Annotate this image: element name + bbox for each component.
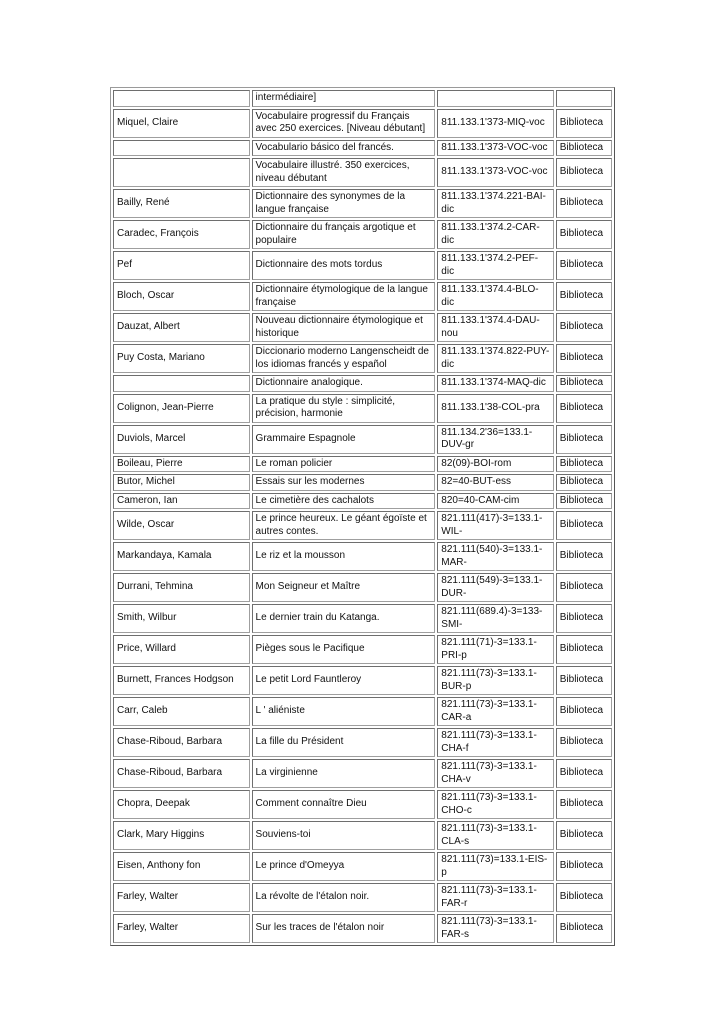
title-cell: La virginienne bbox=[252, 759, 436, 788]
table-row bbox=[113, 914, 612, 943]
call-number-cell: 811.133.1'374.4-BLO-dic bbox=[437, 282, 553, 311]
location-cell: Biblioteca bbox=[556, 728, 612, 757]
call-number-cell: 811.133.1'374.221-BAI-dic bbox=[437, 189, 553, 218]
author-cell: Smith, Wilbur bbox=[113, 604, 250, 633]
call-number-cell: 811.133.1'374-MAQ-dic bbox=[437, 375, 553, 392]
call-number-cell: 821.111(689.4)-3=133-SMI- bbox=[437, 604, 553, 633]
table-row bbox=[113, 728, 612, 757]
location-cell: Biblioteca bbox=[556, 759, 612, 788]
table-row bbox=[113, 456, 612, 473]
call-number-cell: 821.111(73)-3=133.1-CHO-c bbox=[437, 790, 553, 819]
title-cell: Le prince d'Omeyya bbox=[252, 852, 436, 881]
call-number-cell: 821.111(71)-3=133.1-PRI-p bbox=[437, 635, 553, 664]
title-cell: L ' aliéniste bbox=[252, 697, 436, 726]
location-cell: Biblioteca bbox=[556, 140, 612, 157]
author-cell: Duviols, Marcel bbox=[113, 425, 250, 454]
table-row bbox=[113, 394, 612, 423]
author-cell: Chase-Riboud, Barbara bbox=[113, 759, 250, 788]
table-row bbox=[113, 697, 612, 726]
table-row bbox=[113, 140, 612, 157]
table-row bbox=[113, 511, 612, 540]
catalog-table-body bbox=[113, 90, 612, 943]
author-cell: Clark, Mary Higgins bbox=[113, 821, 250, 850]
author-cell: Puy Costa, Mariano bbox=[113, 344, 250, 373]
call-number-cell: 821.111(73)-3=133.1-CHA-f bbox=[437, 728, 553, 757]
catalog-table bbox=[110, 87, 615, 946]
author-cell bbox=[113, 158, 250, 187]
title-cell: Dictionnaire des synonymes de la langue française bbox=[252, 189, 436, 218]
location-cell: Biblioteca bbox=[556, 375, 612, 392]
author-cell: Farley, Walter bbox=[113, 883, 250, 912]
author-cell: Wilde, Oscar bbox=[113, 511, 250, 540]
title-cell: Souviens-toi bbox=[252, 821, 436, 850]
author-cell: Butor, Michel bbox=[113, 474, 250, 491]
table-row bbox=[113, 493, 612, 510]
table-row bbox=[113, 759, 612, 788]
title-cell: Dictionnaire des mots tordus bbox=[252, 251, 436, 280]
table-row bbox=[113, 90, 612, 107]
table-row bbox=[113, 313, 612, 342]
call-number-cell: 811.133.1'374.2-PEF-dic bbox=[437, 251, 553, 280]
call-number-cell: 821.111(549)-3=133.1-DUR- bbox=[437, 573, 553, 602]
call-number-cell: 821.111(73)=133.1-EIS-p bbox=[437, 852, 553, 881]
author-cell: Boileau, Pierre bbox=[113, 456, 250, 473]
call-number-cell: 82(09)-BOI-rom bbox=[437, 456, 553, 473]
title-cell: Le dernier train du Katanga. bbox=[252, 604, 436, 633]
author-cell: Dauzat, Albert bbox=[113, 313, 250, 342]
location-cell: Biblioteca bbox=[556, 456, 612, 473]
table-row bbox=[113, 282, 612, 311]
table-row bbox=[113, 189, 612, 218]
author-cell: Eisen, Anthony fon bbox=[113, 852, 250, 881]
call-number-cell: 811.134.2'36=133.1-DUV-gr bbox=[437, 425, 553, 454]
table-row bbox=[113, 109, 612, 138]
table-row bbox=[113, 375, 612, 392]
title-cell: Pièges sous le Pacifique bbox=[252, 635, 436, 664]
location-cell: Biblioteca bbox=[556, 511, 612, 540]
call-number-cell: 811.133.1'38-COL-pra bbox=[437, 394, 553, 423]
location-cell: Biblioteca bbox=[556, 474, 612, 491]
title-cell: Dictionnaire du français argotique et populaire bbox=[252, 220, 436, 249]
location-cell: Biblioteca bbox=[556, 109, 612, 138]
location-cell: Biblioteca bbox=[556, 604, 612, 633]
title-cell: Le cimetière des cachalots bbox=[252, 493, 436, 510]
location-cell: Biblioteca bbox=[556, 394, 612, 423]
table-row bbox=[113, 220, 612, 249]
location-cell: Biblioteca bbox=[556, 344, 612, 373]
title-cell: Dictionnaire étymologique de la langue française bbox=[252, 282, 436, 311]
author-cell: Chopra, Deepak bbox=[113, 790, 250, 819]
author-cell: Carr, Caleb bbox=[113, 697, 250, 726]
author-cell: Caradec, François bbox=[113, 220, 250, 249]
author-cell: Chase-Riboud, Barbara bbox=[113, 728, 250, 757]
author-cell: Pef bbox=[113, 251, 250, 280]
table-row bbox=[113, 666, 612, 695]
title-cell: Le petit Lord Fauntleroy bbox=[252, 666, 436, 695]
table-row bbox=[113, 573, 612, 602]
table-row bbox=[113, 604, 612, 633]
title-cell: Mon Seigneur et Maître bbox=[252, 573, 436, 602]
author-cell: Miquel, Claire bbox=[113, 109, 250, 138]
table-row bbox=[113, 821, 612, 850]
author-cell: Farley, Walter bbox=[113, 914, 250, 943]
location-cell: Biblioteca bbox=[556, 790, 612, 819]
location-cell: Biblioteca bbox=[556, 493, 612, 510]
title-cell: Diccionario moderno Langenscheidt de los idiomas francés y español bbox=[252, 344, 436, 373]
title-cell: intermédiaire] bbox=[252, 90, 436, 107]
call-number-cell: 821.111(417)-3=133.1-WIL- bbox=[437, 511, 553, 540]
location-cell: Biblioteca bbox=[556, 883, 612, 912]
location-cell: Biblioteca bbox=[556, 313, 612, 342]
location-cell: Biblioteca bbox=[556, 821, 612, 850]
call-number-cell: 821.111(73)-3=133.1-CAR-a bbox=[437, 697, 553, 726]
author-cell bbox=[113, 90, 250, 107]
call-number-cell: 821.111(73)-3=133.1-FAR-s bbox=[437, 914, 553, 943]
location-cell bbox=[556, 90, 612, 107]
author-cell: Bailly, René bbox=[113, 189, 250, 218]
table-row bbox=[113, 852, 612, 881]
author-cell: Durrani, Tehmina bbox=[113, 573, 250, 602]
title-cell: Nouveau dictionnaire étymologique et historique bbox=[252, 313, 436, 342]
title-cell: Vocabulario básico del francés. bbox=[252, 140, 436, 157]
title-cell: Essais sur les modernes bbox=[252, 474, 436, 491]
call-number-cell: 811.133.1'374.4-DAU-nou bbox=[437, 313, 553, 342]
table-row bbox=[113, 635, 612, 664]
title-cell: La révolte de l'étalon noir. bbox=[252, 883, 436, 912]
location-cell: Biblioteca bbox=[556, 220, 612, 249]
author-cell: Price, Willard bbox=[113, 635, 250, 664]
author-cell: Colignon, Jean-Pierre bbox=[113, 394, 250, 423]
title-cell: La pratique du style : simplicité, précision, harmonie bbox=[252, 394, 436, 423]
table-row bbox=[113, 790, 612, 819]
table-row bbox=[113, 883, 612, 912]
title-cell: La fille du Président bbox=[252, 728, 436, 757]
location-cell: Biblioteca bbox=[556, 914, 612, 943]
title-cell: Le prince heureux. Le géant égoïste et autres contes. bbox=[252, 511, 436, 540]
location-cell: Biblioteca bbox=[556, 251, 612, 280]
call-number-cell: 811.133.1'374.822-PUY-dic bbox=[437, 344, 553, 373]
table-row bbox=[113, 542, 612, 571]
call-number-cell: 811.133.1'374.2-CAR-dic bbox=[437, 220, 553, 249]
author-cell: Burnett, Frances Hodgson bbox=[113, 666, 250, 695]
table-row bbox=[113, 158, 612, 187]
title-cell: Dictionnaire analogique. bbox=[252, 375, 436, 392]
call-number-cell: 821.111(73)-3=133.1-CLA-s bbox=[437, 821, 553, 850]
author-cell: Bloch, Oscar bbox=[113, 282, 250, 311]
location-cell: Biblioteca bbox=[556, 852, 612, 881]
call-number-cell: 821.111(73)-3=133.1-CHA-v bbox=[437, 759, 553, 788]
author-cell bbox=[113, 140, 250, 157]
location-cell: Biblioteca bbox=[556, 189, 612, 218]
author-cell: Markandaya, Kamala bbox=[113, 542, 250, 571]
call-number-cell bbox=[437, 90, 553, 107]
call-number-cell: 82=40-BUT-ess bbox=[437, 474, 553, 491]
call-number-cell: 821.111(73)-3=133.1-FAR-r bbox=[437, 883, 553, 912]
location-cell: Biblioteca bbox=[556, 158, 612, 187]
table-row bbox=[113, 344, 612, 373]
location-cell: Biblioteca bbox=[556, 635, 612, 664]
author-cell: Cameron, Ian bbox=[113, 493, 250, 510]
title-cell: Comment connaître Dieu bbox=[252, 790, 436, 819]
location-cell: Biblioteca bbox=[556, 697, 612, 726]
title-cell: Le riz et la mousson bbox=[252, 542, 436, 571]
location-cell: Biblioteca bbox=[556, 573, 612, 602]
call-number-cell: 821.111(73)-3=133.1-BUR-p bbox=[437, 666, 553, 695]
call-number-cell: 820=40-CAM-cim bbox=[437, 493, 553, 510]
call-number-cell: 821.111(540)-3=133.1-MAR- bbox=[437, 542, 553, 571]
author-cell bbox=[113, 375, 250, 392]
title-cell: Vocabulaire progressif du Français avec 250 exercices. [Niveau débutant] bbox=[252, 109, 436, 138]
call-number-cell: 811.133.1'373-VOC-voc bbox=[437, 140, 553, 157]
call-number-cell: 811.133.1'373-MIQ-voc bbox=[437, 109, 553, 138]
table-row bbox=[113, 425, 612, 454]
title-cell: Vocabulaire illustré. 350 exercices, niveau débutant bbox=[252, 158, 436, 187]
location-cell: Biblioteca bbox=[556, 282, 612, 311]
table-row bbox=[113, 474, 612, 491]
location-cell: Biblioteca bbox=[556, 425, 612, 454]
location-cell: Biblioteca bbox=[556, 542, 612, 571]
location-cell: Biblioteca bbox=[556, 666, 612, 695]
title-cell: Sur les traces de l'étalon noir bbox=[252, 914, 436, 943]
call-number-cell: 811.133.1'373-VOC-voc bbox=[437, 158, 553, 187]
title-cell: Grammaire Espagnole bbox=[252, 425, 436, 454]
table-row bbox=[113, 251, 612, 280]
title-cell: Le roman policier bbox=[252, 456, 436, 473]
